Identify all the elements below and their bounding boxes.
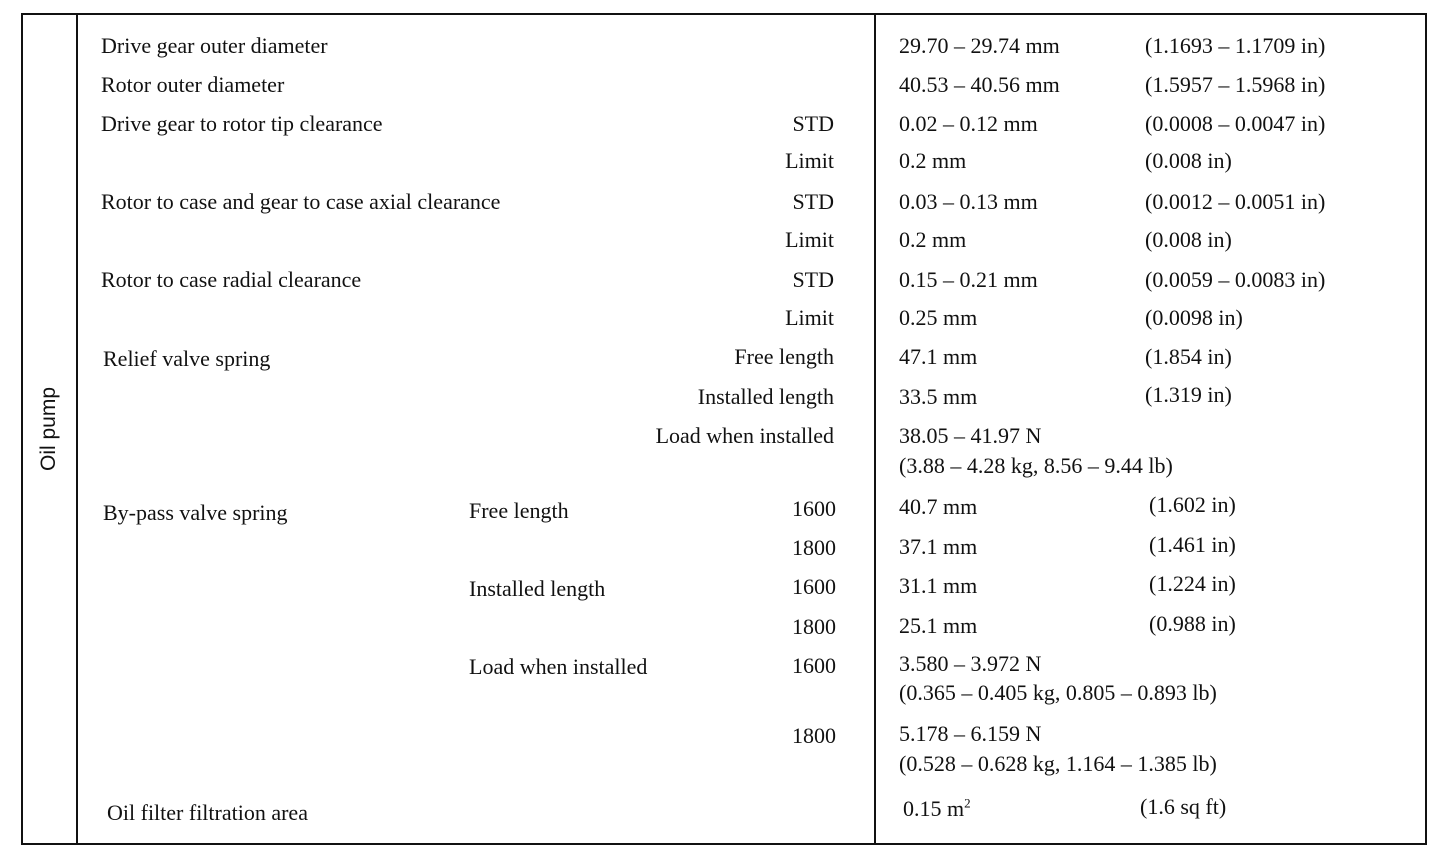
spec-metric: 29.70 – 29.74 mm [899,33,1060,58]
spec-item: Drive gear outer diameter [101,33,328,58]
spec-item: Drive gear to rotor tip clearance [101,111,383,136]
spec-qualifier: Installed length [697,384,834,409]
spec-metric: 40.53 – 40.56 mm [899,72,1060,97]
spec-imperial: (0.0012 – 0.0051 in) [1145,189,1326,214]
spec-metric: 0.25 mm [899,305,978,330]
spec-metric: 0.2 mm [899,227,967,252]
spec-qualifier: Limit [785,305,834,330]
spec-metric: 0.15 – 0.21 mm [899,267,1038,292]
spec-metric-alt: (0.528 – 0.628 kg, 1.164 – 1.385 lb) [899,751,1217,776]
spec-imperial: (1.5957 – 1.5968 in) [1145,72,1326,97]
spec-item: Oil filter filtration area [107,800,308,825]
spec-model: 1600 [792,574,836,599]
spec-qualifier: Load when installed [655,423,834,448]
spec-imperial: (1.461 in) [1149,532,1236,557]
spec-qualifier: STD [792,111,834,136]
spec-qualifier: Limit [785,148,834,173]
spec-subitem: Free length [469,498,569,523]
spec-item: By-pass valve spring [103,500,288,525]
spec-metric: 37.1 mm [899,534,978,559]
spec-model: 1600 [792,653,836,678]
spec-metric: 0.03 – 0.13 mm [899,189,1038,214]
spec-subitem: Load when installed [469,654,648,679]
spec-item: Relief valve spring [103,346,271,371]
spec-metric: 47.1 mm [899,344,978,369]
spec-item: Rotor to case radial clearance [101,267,362,292]
section-label-cell [21,13,78,845]
value-divider [874,13,876,845]
spec-imperial: (0.0008 – 0.0047 in) [1145,111,1326,136]
spec-metric: 0.02 – 0.12 mm [899,111,1038,136]
spec-subitem: Installed length [469,576,606,601]
spec-model: 1800 [792,614,836,639]
spec-metric-exponent: 2 [964,795,971,811]
spec-item: Rotor outer diameter [101,72,285,97]
spec-metric: 25.1 mm [899,613,978,638]
spec-imperial: (1.224 in) [1149,571,1236,596]
spec-imperial: (0.0059 – 0.0083 in) [1145,267,1326,292]
spec-imperial: (0.0098 in) [1145,305,1243,330]
spec-imperial: (1.319 in) [1145,382,1232,407]
spec-imperial: (1.6 sq ft) [1140,794,1227,819]
spec-imperial: (1.1693 – 1.1709 in) [1145,33,1326,58]
spec-imperial: (0.008 in) [1145,227,1232,252]
spec-imperial: (1.854 in) [1145,344,1232,369]
spec-model: 1800 [792,535,836,560]
spec-metric [903,796,971,822]
section-label: Oil pump [37,386,61,472]
spec-qualifier: Limit [785,227,834,252]
spec-metric: 38.05 – 41.97 N [899,423,1042,448]
spec-metric: 40.7 mm [899,494,978,519]
spec-metric: 5.178 – 6.159 N [899,721,1042,746]
spec-metric: 31.1 mm [899,573,978,598]
spec-qualifier: STD [792,267,834,292]
spec-metric-value: 0.15 m [903,796,965,821]
spec-qualifier: STD [792,189,834,214]
spec-imperial: (1.602 in) [1149,492,1236,517]
spec-metric: 0.2 mm [899,148,967,173]
spec-imperial: (0.988 in) [1149,611,1236,636]
spec-qualifier: Free length [734,344,834,369]
spec-metric-alt: (3.88 – 4.28 kg, 8.56 – 9.44 lb) [899,453,1173,478]
spec-metric-alt: (0.365 – 0.405 kg, 0.805 – 0.893 lb) [899,680,1217,705]
spec-metric: 3.580 – 3.972 N [899,651,1042,676]
spec-imperial: (0.008 in) [1145,148,1232,173]
spec-model: 1600 [792,496,836,521]
spec-model: 1800 [792,723,836,748]
spec-metric: 33.5 mm [899,384,978,409]
spec-item: Rotor to case and gear to case axial clearance [101,189,501,214]
